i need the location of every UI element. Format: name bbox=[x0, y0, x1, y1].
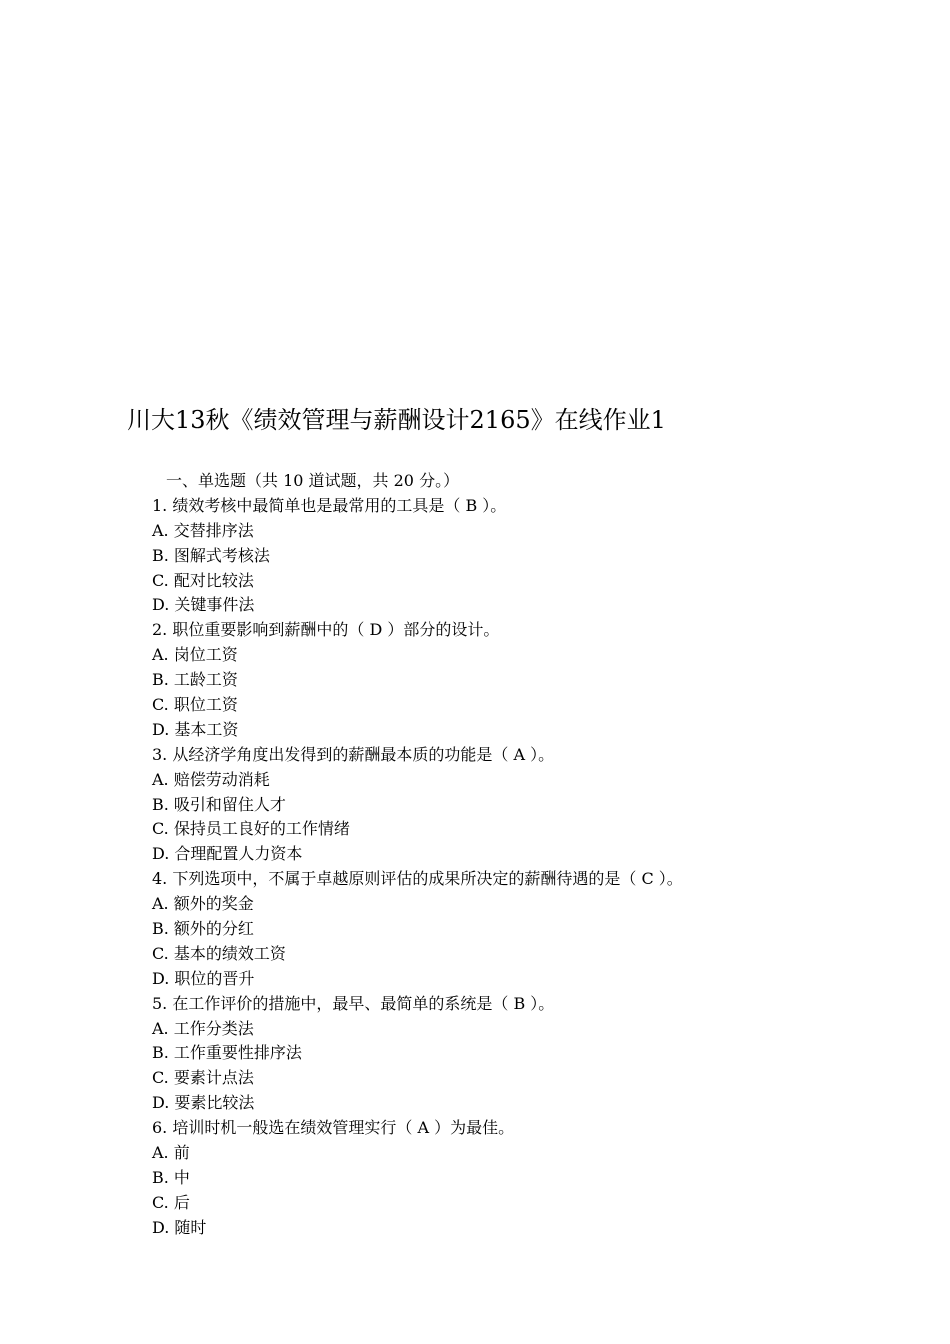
question-4-option-d: D. 职位的晋升 bbox=[152, 968, 255, 988]
question-4-option-b: B. 额外的分红 bbox=[152, 919, 254, 939]
question-1-option-b: B. 图解式考核法 bbox=[152, 545, 270, 565]
question-5-text: 5. 在工作评价的措施中，最早、最简单的系统是（ B ）。 bbox=[152, 993, 555, 1013]
document-title: 川大13秋《绩效管理与薪酬设计2165》在线作业1 bbox=[127, 406, 666, 434]
question-4-option-c: C. 基本的绩效工资 bbox=[152, 943, 286, 963]
question-2-option-c: C. 职位工资 bbox=[152, 695, 238, 715]
question-5-option-c: C. 要素计点法 bbox=[152, 1068, 254, 1088]
question-1-option-d: D. 关键事件法 bbox=[152, 595, 255, 615]
question-6-option-c: C. 后 bbox=[152, 1192, 190, 1212]
question-6-option-d: D. 随时 bbox=[152, 1217, 207, 1237]
question-3-text: 3. 从经济学角度出发得到的薪酬最本质的功能是（ A ）。 bbox=[152, 744, 555, 764]
question-4-text: 4. 下列选项中，不属于卓越原则评估的成果所决定的薪酬待遇的是（ C ）。 bbox=[152, 869, 683, 889]
question-6-option-b: B. 中 bbox=[152, 1167, 190, 1187]
question-6-option-a: A. 前 bbox=[152, 1143, 190, 1163]
question-5-option-b: B. 工作重要性排序法 bbox=[152, 1043, 302, 1063]
question-2-text: 2. 职位重要影响到薪酬中的（ D ）部分的设计。 bbox=[152, 620, 500, 640]
question-list bbox=[152, 469, 912, 1241]
question-5-option-a: A. 工作分类法 bbox=[152, 1018, 254, 1038]
question-6-text: 6. 培训时机一般选在绩效管理实行（ A ）为最佳。 bbox=[152, 1118, 515, 1138]
question-3-option-d: D. 合理配置人力资本 bbox=[152, 844, 303, 864]
question-3-option-c: C. 保持员工良好的工作情绪 bbox=[152, 819, 350, 839]
question-2-option-a: A. 岗位工资 bbox=[152, 645, 238, 665]
question-2-option-b: B. 工龄工资 bbox=[152, 670, 238, 690]
question-5-option-d: D. 要素比较法 bbox=[152, 1093, 255, 1113]
question-3-option-a: A. 赔偿劳动消耗 bbox=[152, 769, 270, 789]
question-3-option-b: B. 吸引和留住人才 bbox=[152, 794, 286, 814]
question-1-text: 1. 绩效考核中最简单也是最常用的工具是（ B ）。 bbox=[152, 495, 507, 515]
question-1-option-a: A. 交替排序法 bbox=[152, 520, 254, 540]
question-1-option-c: C. 配对比较法 bbox=[152, 570, 254, 590]
question-2-option-d: D. 基本工资 bbox=[152, 719, 239, 739]
section-header: 一、单选题（共 10 道试题，共 20 分。） bbox=[166, 471, 460, 490]
question-4-option-a: A. 额外的奖金 bbox=[152, 894, 254, 914]
